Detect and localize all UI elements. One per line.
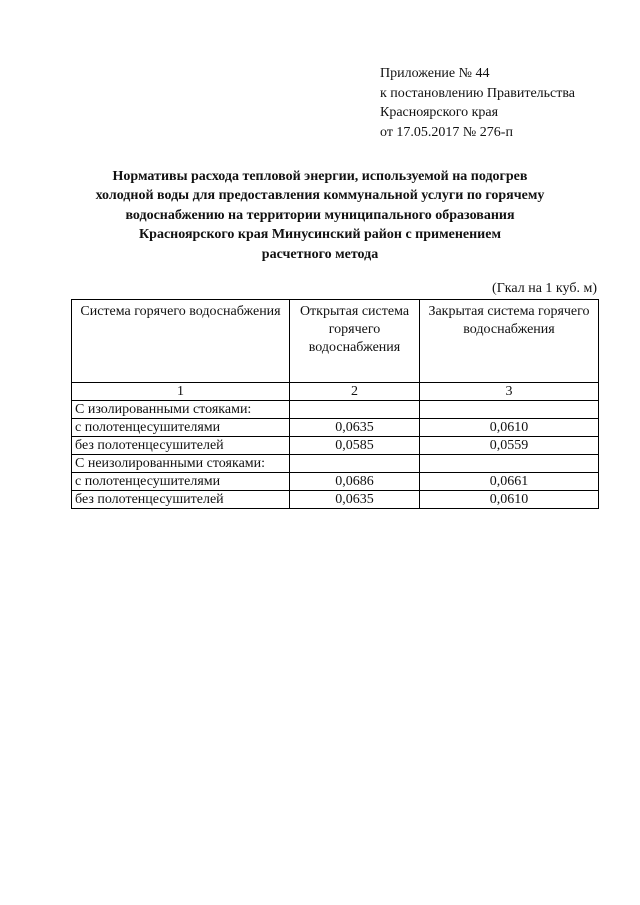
open-value: 0,0686	[290, 473, 420, 491]
closed-value	[420, 455, 599, 473]
appendix-resolution: к постановлению Правительства	[380, 85, 576, 101]
closed-value: 0,0661	[420, 473, 599, 491]
table-row	[72, 491, 599, 509]
header-closed-system: Закрытая система горячего водоснабжения	[420, 300, 599, 383]
table-row	[72, 419, 599, 437]
column-number: 3	[420, 383, 599, 401]
table-row	[72, 401, 599, 419]
column-number: 2	[290, 383, 420, 401]
header-system: Система горячего водоснабжения	[72, 300, 290, 383]
row-label: С неизолированными стояками:	[72, 455, 290, 473]
norms-table	[71, 299, 599, 509]
appendix-number: Приложение № 44	[380, 66, 490, 81]
title-line: Нормативы расхода тепловой энергии, используемой на подогрев	[112, 169, 528, 184]
row-label: без полотенцесушителей	[72, 491, 290, 509]
table-row	[72, 437, 599, 455]
row-label: с полотенцесушителями	[72, 419, 290, 437]
header-open-system: Открытая система горячего водоснабжения	[290, 300, 420, 383]
open-value: 0,0635	[290, 419, 420, 437]
closed-value: 0,0610	[420, 419, 599, 437]
appendix-reference	[380, 64, 630, 142]
column-number: 1	[72, 383, 290, 401]
column-number-row	[72, 383, 599, 401]
document-title	[60, 167, 580, 264]
closed-value: 0,0559	[420, 437, 599, 455]
row-label: с полотенцесушителями	[72, 473, 290, 491]
table-row	[72, 473, 599, 491]
closed-value	[420, 401, 599, 419]
title-line: Красноярского края Минусинский район с применением	[139, 227, 501, 243]
open-value: 0,0585	[290, 437, 420, 455]
table-header-row	[72, 300, 599, 383]
table-row	[72, 455, 599, 473]
closed-value: 0,0610	[420, 491, 599, 509]
appendix-date: от 17.05.2017 № 276-п	[380, 124, 513, 140]
row-label: без полотенцесушителей	[72, 437, 290, 455]
row-label: С изолированными стояками:	[72, 401, 290, 419]
units-note: (Гкал на 1 куб. м)	[492, 281, 597, 296]
open-value	[290, 455, 420, 473]
appendix-region: Красноярского края	[380, 105, 499, 120]
title-line: расчетного метода	[261, 246, 379, 262]
open-value	[290, 401, 420, 419]
title-line: холодной воды для предоставления коммунальной услуги по горячему	[95, 188, 545, 204]
title-line: водоснабжению на территории муниципального образования	[125, 207, 515, 223]
open-value: 0,0635	[290, 491, 420, 509]
